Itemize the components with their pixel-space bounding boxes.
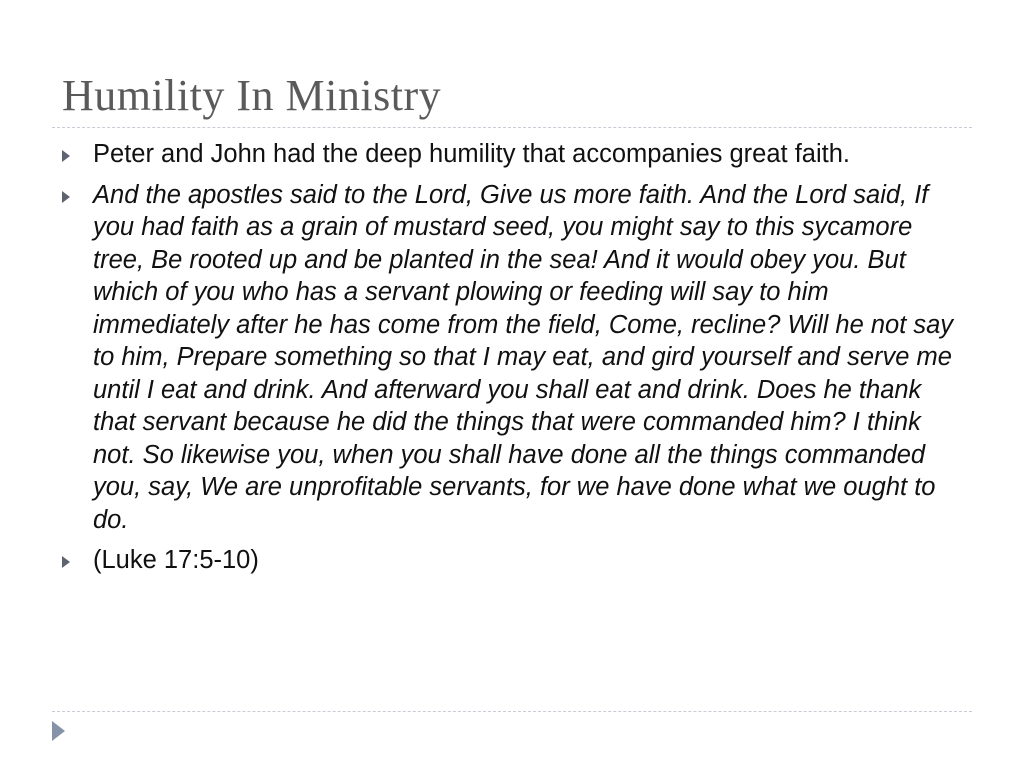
- bullet-list: [60, 138, 960, 585]
- bullet-text: Peter and John had the deep humility that accompanies great faith.: [93, 140, 850, 168]
- bullet-item-scripture: [60, 179, 960, 537]
- title-divider: [52, 127, 972, 128]
- bullet-item: [60, 138, 960, 171]
- scripture-reference: (Luke 17:5-10): [93, 546, 259, 574]
- scripture-quote: And the apostles said to the Lord, Give us more faith. And the Lord said, If you had faith as a grain of mustard seed, you might say to this sycamore tree, Be rooted up and be planted in the sea! And it would obey you. But which of you who has a servant plowing or feeding will say to him immediately after he has come from the field, Come, recline? Will he not say to him, Prepare something so that I may eat, and gird yourself and serve me until I eat and drink. And afterward you shall eat and drink. Does he thank that servant because he did the things that were commanded him? I think not. So likewise you, when you shall have done all the things commanded you, say, We are unprofitable servants, for we have done what we ought to do.: [93, 180, 954, 534]
- slide-title: Humility In Ministry: [62, 71, 442, 120]
- triangle-bullet-icon: [62, 150, 70, 162]
- next-slide-icon[interactable]: [52, 721, 65, 741]
- footer-divider: [52, 711, 972, 712]
- triangle-bullet-icon: [62, 556, 70, 568]
- triangle-bullet-icon: [62, 191, 70, 203]
- bullet-item-reference: [60, 544, 960, 577]
